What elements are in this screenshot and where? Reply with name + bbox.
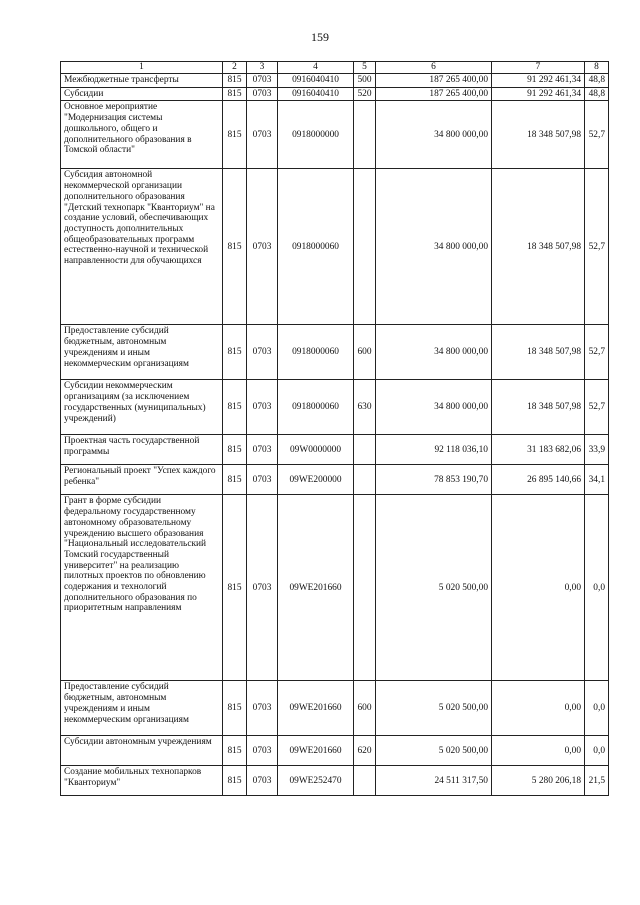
column-header: 1 (61, 62, 223, 74)
table-row (61, 766, 609, 796)
row-section: 0703 (247, 435, 278, 465)
row-name: Региональный проект "Успех каждого ребенка" (61, 465, 223, 495)
row-type (354, 495, 376, 681)
row-type (354, 169, 376, 325)
table-row (61, 87, 609, 101)
row-fact: 18 348 507,98 (492, 380, 585, 435)
table-row (61, 495, 609, 681)
row-section: 0703 (247, 465, 278, 495)
row-target: 09W0000000 (278, 435, 354, 465)
row-plan: 78 853 190,70 (376, 465, 492, 495)
table-row (61, 681, 609, 736)
row-fact: 5 280 206,18 (492, 766, 585, 796)
row-type: 500 (354, 74, 376, 88)
row-grbs: 815 (223, 681, 247, 736)
row-section: 0703 (247, 766, 278, 796)
row-grbs: 815 (223, 380, 247, 435)
budget-table (60, 61, 609, 796)
row-plan: 5 020 500,00 (376, 681, 492, 736)
row-name: Создание мобильных технопарков "Кванториум" (61, 766, 223, 796)
row-type (354, 465, 376, 495)
row-fact: 18 348 507,98 (492, 325, 585, 380)
row-type (354, 435, 376, 465)
row-section: 0703 (247, 681, 278, 736)
column-header: 5 (354, 62, 376, 74)
row-plan: 34 800 000,00 (376, 325, 492, 380)
row-target: 09WE200000 (278, 465, 354, 495)
page-number: 159 (311, 30, 329, 44)
row-pct: 34,1 (585, 465, 609, 495)
row-type: 520 (354, 87, 376, 101)
row-grbs: 815 (223, 736, 247, 766)
row-target: 09WE252470 (278, 766, 354, 796)
row-name: Предоставление субсидий бюджетным, автономным учреждениям и иным некоммерческим организациям (61, 325, 223, 380)
row-target: 0918000060 (278, 380, 354, 435)
row-fact: 18 348 507,98 (492, 169, 585, 325)
row-grbs: 815 (223, 435, 247, 465)
row-fact: 0,00 (492, 736, 585, 766)
row-target: 0916040410 (278, 74, 354, 88)
row-section: 0703 (247, 495, 278, 681)
row-fact: 0,00 (492, 495, 585, 681)
row-plan: 92 118 036,10 (376, 435, 492, 465)
row-target: 09WE201660 (278, 681, 354, 736)
row-name: Субсидия автономной некоммерческой организации дополнительного образования "Детский технопарк "Кванториум" на создание условий, обеспечивающих доступность дополнительных общеобразовательных программ естественно-научной и технической направленности для обучающихся (61, 169, 223, 325)
row-type: 620 (354, 736, 376, 766)
table-row (61, 380, 609, 435)
row-section: 0703 (247, 74, 278, 88)
row-target: 09WE201660 (278, 495, 354, 681)
table-row (61, 169, 609, 325)
row-pct: 0,0 (585, 736, 609, 766)
row-type: 630 (354, 380, 376, 435)
row-name: Субсидии некоммерческим организациям (за исключением государственных (муниципальных) учреждений) (61, 380, 223, 435)
row-name: Грант в форме субсидии федеральному государственному автономному образовательному учреждению высшего образования "Национальный исследовательский Томский государственный университет" на реализацию пилотных проектов по обновлению содержания и технологий дополнительного образования по приоритетным направлениям (61, 495, 223, 681)
row-target: 0918000000 (278, 101, 354, 169)
table-header-row (61, 62, 609, 74)
row-pct: 0,0 (585, 495, 609, 681)
row-target: 0916040410 (278, 87, 354, 101)
column-header: 3 (247, 62, 278, 74)
row-target: 0918000060 (278, 325, 354, 380)
row-pct: 52,7 (585, 380, 609, 435)
row-grbs: 815 (223, 325, 247, 380)
table-row (61, 736, 609, 766)
row-fact: 18 348 507,98 (492, 101, 585, 169)
row-pct: 52,7 (585, 325, 609, 380)
table-row (61, 74, 609, 88)
row-pct: 48,8 (585, 74, 609, 88)
row-fact: 91 292 461,34 (492, 74, 585, 88)
row-section: 0703 (247, 87, 278, 101)
row-name: Межбюджетные трансферты (61, 74, 223, 88)
row-target: 09WE201660 (278, 736, 354, 766)
row-type: 600 (354, 325, 376, 380)
row-type (354, 766, 376, 796)
table-row (61, 435, 609, 465)
column-header: 6 (376, 62, 492, 74)
row-plan: 5 020 500,00 (376, 495, 492, 681)
column-header: 4 (278, 62, 354, 74)
row-name: Субсидии (61, 87, 223, 101)
row-name: Проектная часть государственной программы (61, 435, 223, 465)
row-pct: 52,7 (585, 169, 609, 325)
row-type (354, 101, 376, 169)
row-name: Субсидии автономным учреждениям (61, 736, 223, 766)
column-header: 8 (585, 62, 609, 74)
row-plan: 34 800 000,00 (376, 101, 492, 169)
row-grbs: 815 (223, 87, 247, 101)
row-pct: 0,0 (585, 681, 609, 736)
table-row (61, 101, 609, 169)
row-fact: 31 183 682,06 (492, 435, 585, 465)
row-section: 0703 (247, 325, 278, 380)
table-row (61, 325, 609, 380)
column-header: 7 (492, 62, 585, 74)
row-section: 0703 (247, 380, 278, 435)
row-fact: 26 895 140,66 (492, 465, 585, 495)
row-grbs: 815 (223, 495, 247, 681)
row-grbs: 815 (223, 101, 247, 169)
row-type: 600 (354, 681, 376, 736)
row-plan: 187 265 400,00 (376, 87, 492, 101)
table-row (61, 465, 609, 495)
row-section: 0703 (247, 736, 278, 766)
column-header: 2 (223, 62, 247, 74)
row-plan: 187 265 400,00 (376, 74, 492, 88)
row-grbs: 815 (223, 169, 247, 325)
row-pct: 21,5 (585, 766, 609, 796)
row-fact: 91 292 461,34 (492, 87, 585, 101)
row-pct: 33,9 (585, 435, 609, 465)
row-section: 0703 (247, 101, 278, 169)
row-fact: 0,00 (492, 681, 585, 736)
row-plan: 34 800 000,00 (376, 380, 492, 435)
row-pct: 48,8 (585, 87, 609, 101)
row-plan: 34 800 000,00 (376, 169, 492, 325)
row-grbs: 815 (223, 766, 247, 796)
row-grbs: 815 (223, 74, 247, 88)
row-plan: 24 511 317,50 (376, 766, 492, 796)
row-grbs: 815 (223, 465, 247, 495)
row-target: 0918000060 (278, 169, 354, 325)
row-pct: 52,7 (585, 101, 609, 169)
row-name: Предоставление субсидий бюджетным, автономным учреждениям и иным некоммерческим организациям (61, 681, 223, 736)
row-plan: 5 020 500,00 (376, 736, 492, 766)
row-section: 0703 (247, 169, 278, 325)
row-name: Основное мероприятие "Модернизация системы дошкольного, общего и дополнительного образования в Томской области" (61, 101, 223, 169)
